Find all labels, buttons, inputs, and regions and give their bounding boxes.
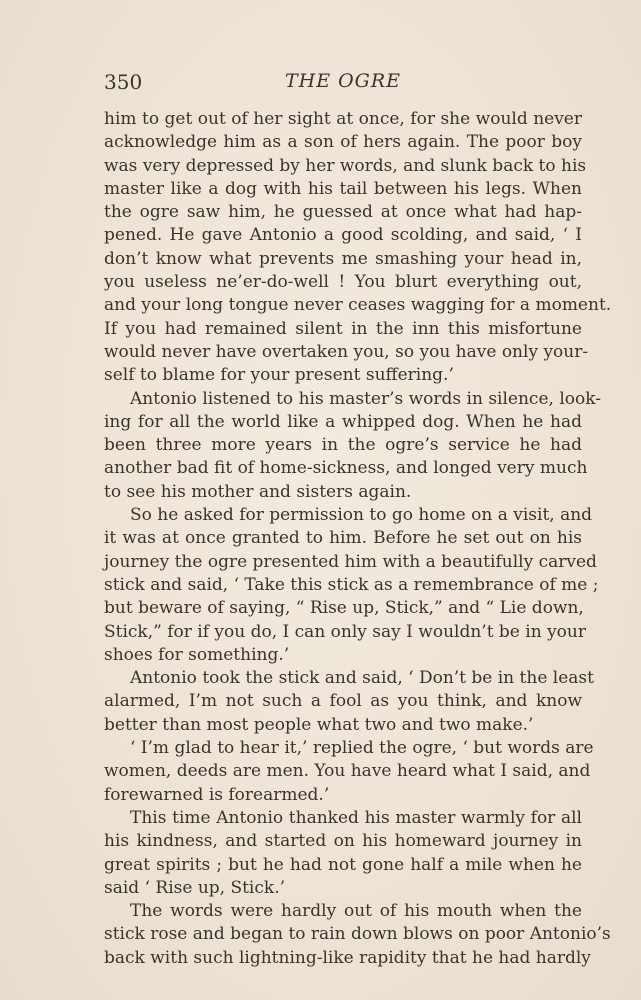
text-line: Antonio listened to his master’s words in silence, look- [130, 388, 601, 409]
text-line: This time Antonio thanked his master warmly for all [130, 807, 582, 828]
text-line: but beware of saying, “ Rise up, Stick,” and “ Lie down, [104, 598, 584, 619]
text-line: pened. He gave Antonio a good scolding, and said, ‘ I [104, 225, 582, 246]
text-line: shoes for something.’ [104, 644, 290, 665]
text-line: ‘ I’m glad to hear it,’ replied the ogre, ‘ but words are [130, 738, 594, 759]
text-line: been three more years in the ogre’s service he had [104, 435, 582, 456]
running-title: THE OGRE [284, 70, 402, 92]
text-line: his kindness, and started on his homeward journey in [104, 831, 582, 852]
body-text [104, 108, 612, 970]
text-line: master like a dog with his tail between his legs. When [104, 178, 582, 199]
paragraph [104, 900, 611, 970]
text-line: great spirits ; but he had not gone half a mile when he [104, 854, 582, 875]
text-line: back with such lightning-like rapidity that he had hardly [104, 947, 591, 968]
text-line: stick rose and began to rain down blows on poor Antonio’s [104, 924, 611, 945]
text-line: The words were hardly out of his mouth when the [130, 901, 582, 922]
text-line: you useless ne’er-do-well ! You blurt everything out, [104, 272, 582, 293]
text-line: acknowledge him as a son of hers again. The poor boy [104, 132, 582, 153]
text-line: to see his mother and sisters again. [104, 481, 412, 502]
paragraph [104, 388, 601, 504]
text-line: forewarned is forearmed.’ [104, 784, 330, 805]
text-line: Antonio took the stick and said, ‘ Don’t be in the least [130, 668, 594, 689]
text-line: don’t know what prevents me smashing your head in, [104, 248, 582, 269]
text-line: alarmed, I’m not such a fool as you think, and know [104, 691, 582, 712]
text-line: So he asked for permission to go home on a visit, and [130, 505, 593, 526]
page-header [104, 70, 582, 100]
text-line: ing for all the world like a whipped dog. When he had [104, 411, 582, 432]
paragraph [104, 667, 594, 737]
text-line: him to get out of her sight at once, for she would never [104, 109, 582, 129]
paragraph [104, 504, 599, 667]
text-line: another bad fit of home-sickness, and longed very much [104, 458, 588, 479]
text-line: If you had remained silent in the inn this misfortune [104, 318, 582, 339]
text-line: self to blame for your present suffering.’ [104, 365, 454, 386]
text-line: Stick,” for if you do, I can only say I wouldn’t be in your [104, 621, 586, 642]
page-number: 350 [104, 70, 143, 94]
text-line: was very depressed by her words, and slunk back to his [104, 155, 587, 176]
text-line: better than most people what two and two make.’ [104, 714, 534, 735]
text-line: said ‘ Rise up, Stick.’ [104, 877, 285, 898]
paragraph [104, 807, 582, 900]
text-line: women, deeds are men. You have heard what I said, and [104, 761, 591, 782]
text-line: stick and said, ‘ Take this stick as a remembrance of me ; [104, 574, 599, 595]
paragraph [104, 737, 594, 807]
text-line: journey the ogre presented him with a beautifully carved [104, 551, 597, 572]
text-line: would never have overtaken you, so you have only your- [104, 341, 589, 362]
text-line: it was at once granted to him. Before he set out on his [104, 528, 582, 549]
paragraph [104, 108, 612, 388]
text-line: the ogre saw him, he guessed at once what had hap- [104, 202, 582, 223]
text-line: and your long tongue never ceases wagging for a moment. [104, 295, 612, 316]
